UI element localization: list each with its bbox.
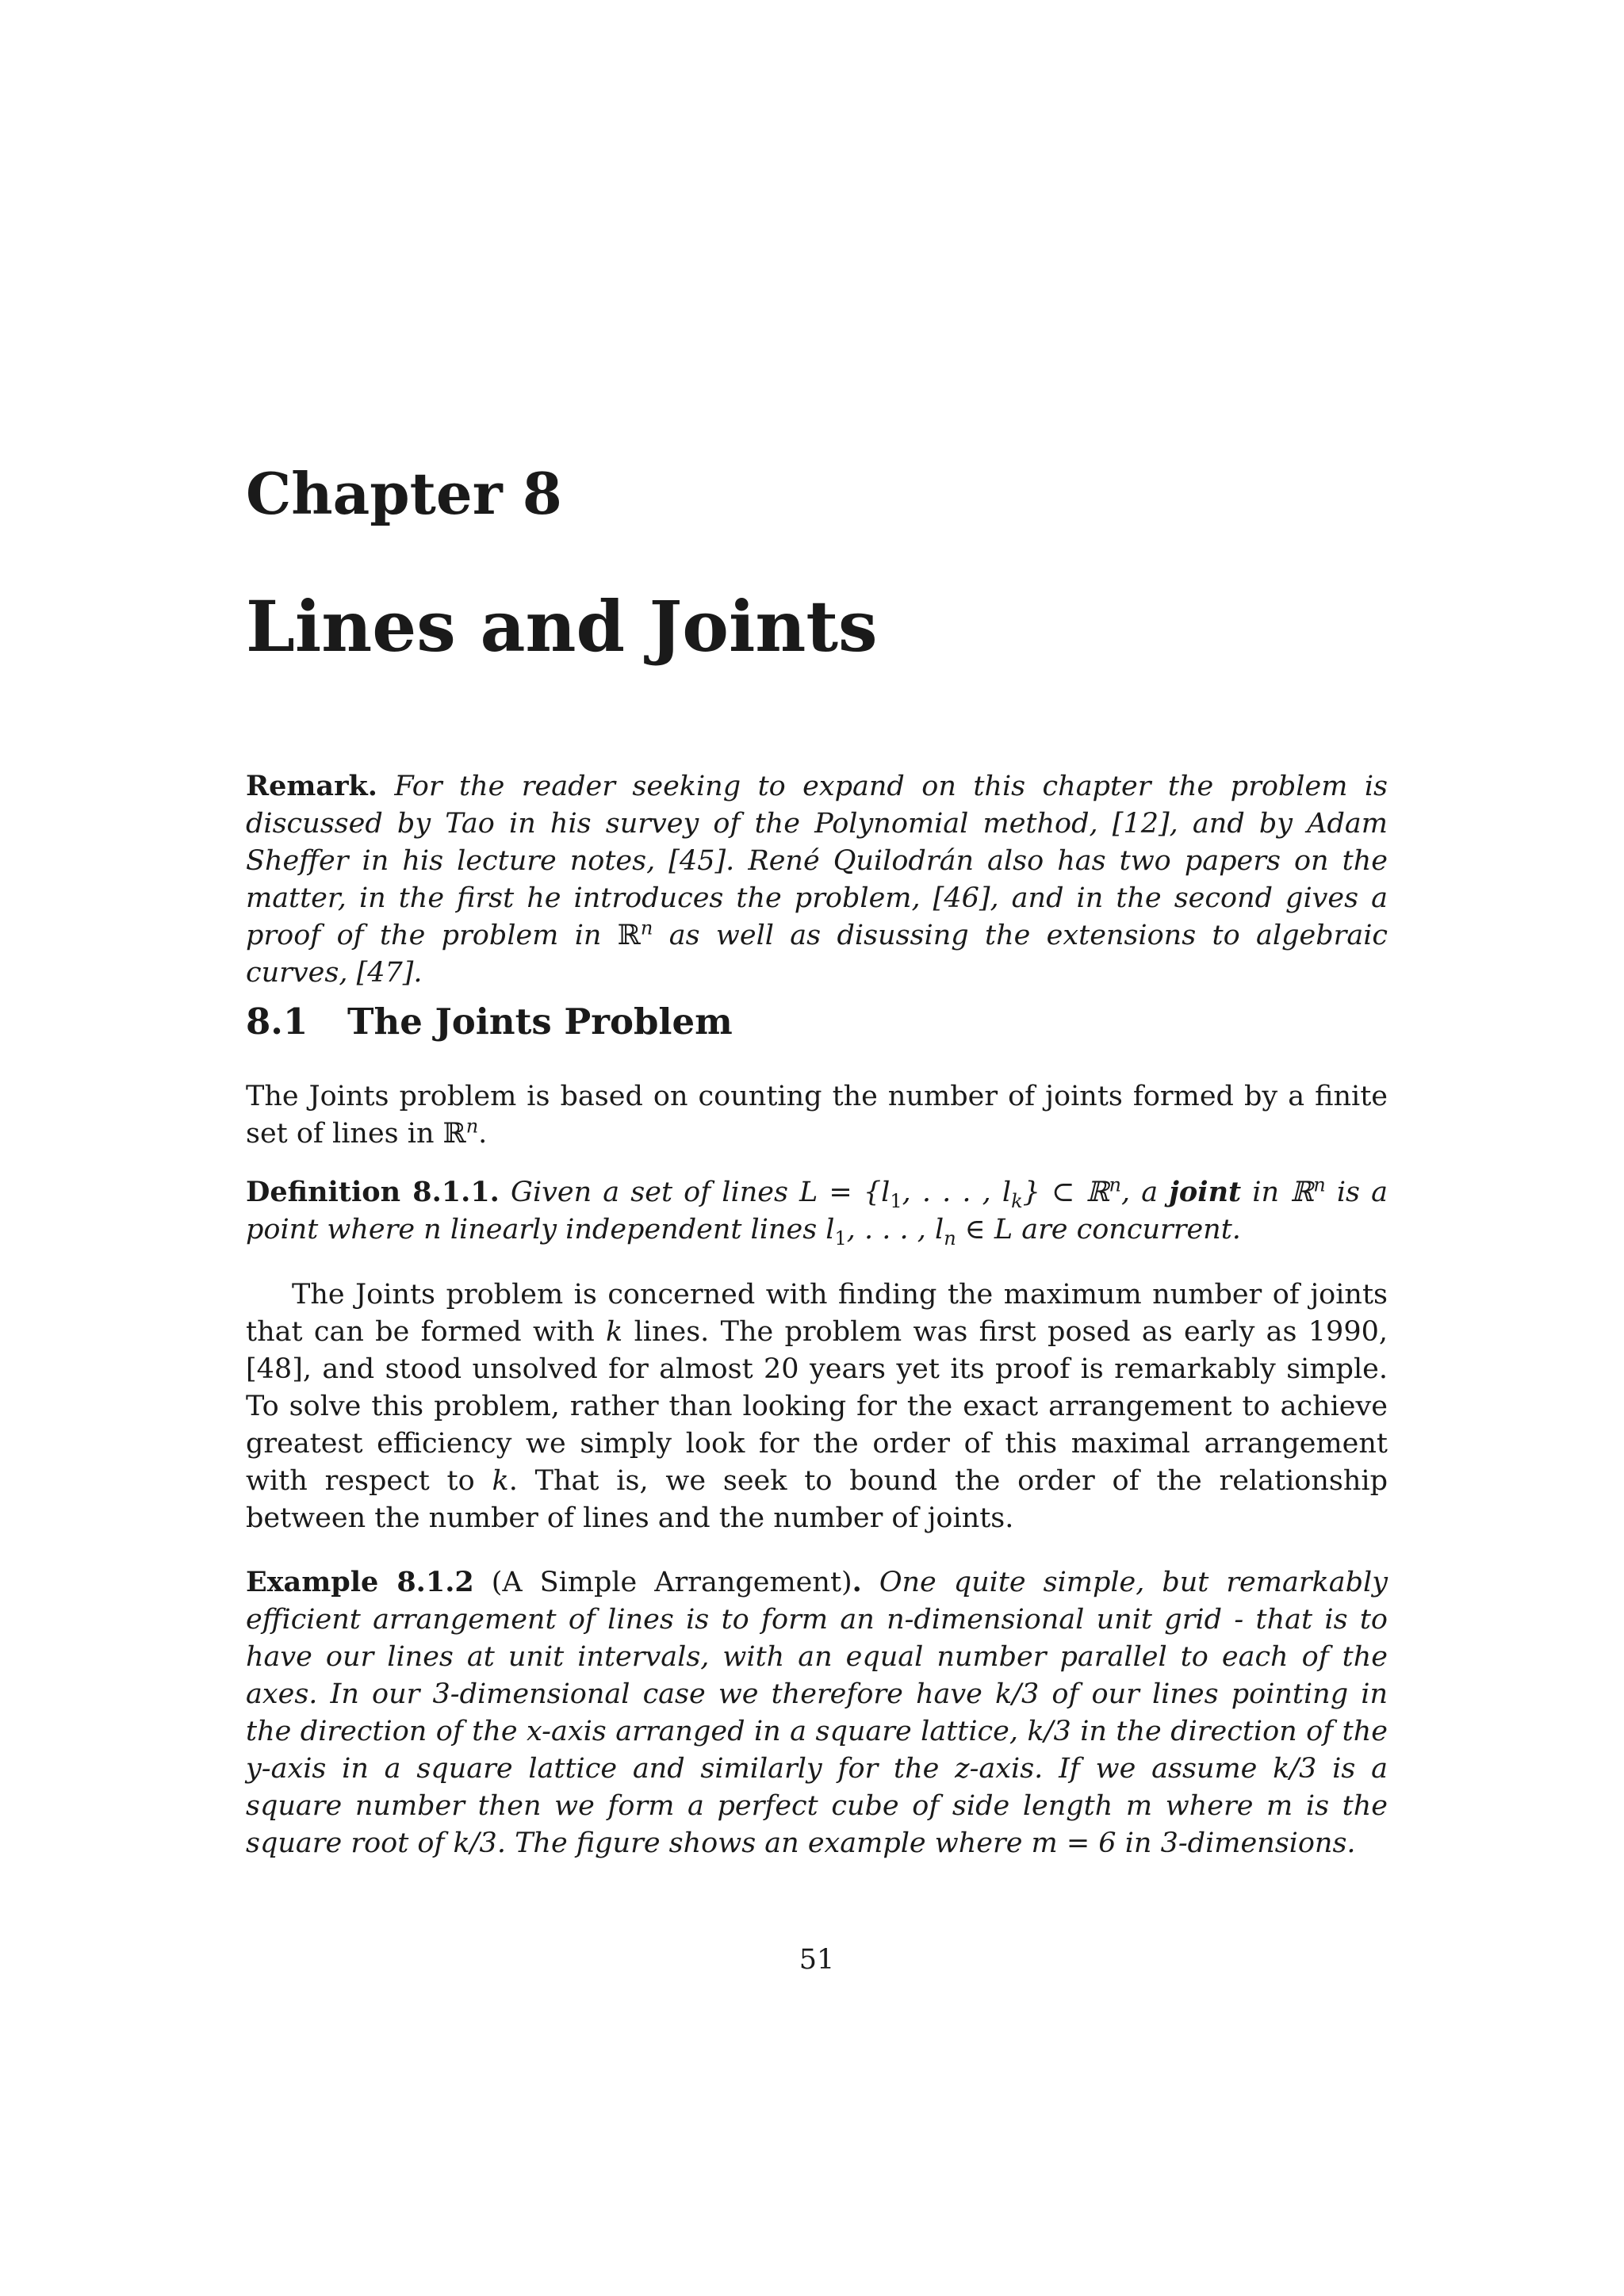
example-text: One quite simple, but remarkably efficient arrangement of lines is to form an n-dimensional unit grid - that is to have our lines at unit intervals, with an equal number parallel to each of the axes. In our 3-dimensional case we therefore have k/3 of our lines pointing in the direction of the x-axis arranged in a square lattice, k/3 in the direction of the y-axis in a square lattice and similarly for the z-axis. If we assume k/3 is a square number then we form a perfect cube of side length m where m is the square root of k/3. The figure shows an example where m = 6 in 3-dimensions. — [246, 1567, 1388, 1859]
example-block — [246, 1563, 1388, 1862]
exponent-n: n — [640, 916, 653, 939]
definition-text: } ⊂ ℝ — [1022, 1177, 1109, 1208]
real-space-symbol: ℝ — [617, 920, 641, 951]
definition-text: , . . . , l — [846, 1214, 944, 1246]
paragraph-text: . That is, we seek to bound the order of the relationship between the number of lines and the number of joints. — [246, 1465, 1388, 1534]
joint-term: joint — [1169, 1176, 1242, 1208]
paragraph-text: lines. The problem was first posed as early as 1990, [48], and stood unsolved for almost 20 years yet its proof is remarkably simple. To solve this problem, rather than looking for the exact arrangement to achieve greatest efficiency we simply look for the order of this maximal arrangement with respect to — [246, 1316, 1388, 1497]
paragraph-text: The Joints problem is concerned with finding the maximum number of joints that can be formed with — [246, 1279, 1388, 1348]
subscript: n — [944, 1227, 956, 1249]
exponent-n: n — [465, 1115, 479, 1138]
subscript: 1 — [834, 1227, 847, 1249]
remark-block — [246, 767, 1388, 992]
definition-text: in ℝ — [1241, 1177, 1314, 1208]
intro-text: The Joints problem is based on counting the number of joints formed by a finite set of lines in — [246, 1081, 1388, 1150]
definition-label: Definition 8.1.1. — [246, 1176, 500, 1208]
definition-text: Given a set of lines L = {l — [499, 1177, 891, 1208]
section-number: 8.1 — [246, 1001, 308, 1043]
example-subtitle: (A Simple Arrangement) — [473, 1567, 852, 1598]
definition-text: ∈ L are concurrent. — [956, 1214, 1241, 1246]
real-space-symbol: ℝ — [442, 1118, 466, 1150]
remark-text-end: as well as disussing the extensions to algebraic curves, [47]. — [246, 920, 1388, 989]
subscript: k — [1011, 1190, 1023, 1212]
subscript: 1 — [890, 1190, 902, 1212]
example-dot: . — [852, 1566, 862, 1598]
exponent-n: n — [1109, 1173, 1122, 1196]
page-number: 51 — [799, 1944, 835, 1976]
chapter-label: Chapter 8 — [246, 460, 562, 527]
intro-text-end: . — [478, 1118, 488, 1150]
body-paragraph — [246, 1276, 1388, 1537]
remark-label: Remark. — [246, 770, 377, 802]
definition-text: , a — [1121, 1177, 1170, 1208]
variable-k: k — [606, 1316, 623, 1348]
section-heading — [246, 1001, 733, 1043]
definition-text: is a point where n linearly independent lines l — [246, 1177, 1388, 1246]
definition-block — [246, 1173, 1388, 1249]
intro-paragraph — [246, 1078, 1388, 1153]
remark-text: For the reader seeking to expand on this chapter the problem is discussed by Tao in his survey of the Polynomial method, [12], and by Adam Sheffer in his lecture notes, [45]. René Quilodrán also has two papers on the matter, in the first he introduces the problem, [46], and in the second gives a proof of the problem in — [246, 771, 1388, 951]
section-title: The Joints Problem — [347, 1001, 733, 1043]
exponent-n: n — [1313, 1173, 1326, 1196]
variable-k: k — [492, 1465, 509, 1497]
definition-text: , . . . , l — [902, 1177, 1012, 1208]
example-label: Example 8.1.2 — [246, 1566, 474, 1598]
chapter-title: Lines and Joints — [246, 585, 878, 668]
